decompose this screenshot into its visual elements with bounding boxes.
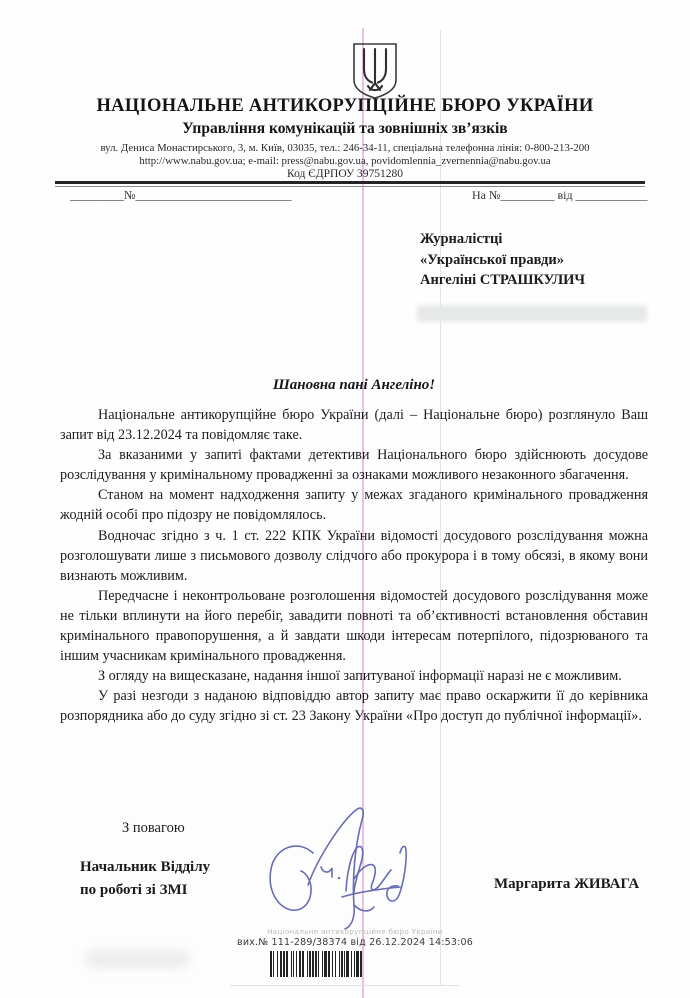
addressee-role: Журналістці bbox=[420, 231, 503, 247]
contacts-line: http://www.nabu.gov.ua; e-mail: press@nabu.gov.ua, povidomlennia_zvernennia@nabu.gov.ua bbox=[139, 155, 551, 167]
handwritten-signature bbox=[258, 793, 453, 935]
registration-stamp bbox=[235, 928, 475, 977]
barcode-icon bbox=[270, 951, 440, 977]
body-paragraph: Водночас згідно з ч. 1 ст. 222 КПК України відомості досудового розслідування можна розголошувати лише з письмового дозволу слідчого або прокурора і в тому обсязі, в якому вони визнають можливим. bbox=[60, 527, 648, 584]
stamp-underline bbox=[230, 985, 460, 986]
addressee-organization: «Української правди» bbox=[420, 251, 565, 268]
stamp-org-name: Національне антикорупційне бюро України bbox=[267, 928, 443, 936]
redacted-contact-blur bbox=[417, 305, 647, 322]
letterhead-divider-thick bbox=[55, 181, 645, 184]
body-paragraph: За вказаними у запиті фактами детективи Національного бюро здійснюють досудове розслідування у кримінальному провадженні за ознаками можливого незаконного збагачення. bbox=[60, 447, 648, 484]
signer-position-line1: Начальник Відділу bbox=[80, 859, 211, 875]
signer-name: Маргарита ЖИВАГА bbox=[494, 876, 640, 892]
salutation: Шановна пані Ангеліно! bbox=[272, 377, 436, 393]
addressee-block bbox=[420, 229, 585, 291]
stamp-number-line: вих.№ 111-289/38374 від 26.12.2024 14:53:06 bbox=[237, 937, 473, 948]
address-line: вул. Дениса Монастирського, 3, м. Київ, 03035, тел.: 246-34-11, спеціальна телефонна лінія: 0-800-213-200 bbox=[100, 142, 590, 154]
scan-smudge bbox=[85, 950, 190, 968]
closing-phrase: З повагою bbox=[122, 820, 185, 836]
addressee-name: Ангеліні СТРАШКУЛИЧ bbox=[420, 272, 586, 288]
body-paragraph: З огляду на вищесказане, надання іншої запитуваної інформації наразі не є можливим. bbox=[98, 668, 622, 685]
outgoing-number-blank: _________№__________________________ bbox=[70, 188, 292, 202]
body-paragraph: Передчасне і неконтрольоване розголошення відомостей досудового розслідування може не тільки вплинути на його перебіг, завадити повноті та об’єктивності встановлення обставин кримінального правопорушення, а й завдати шкоди інтересам потерпілого, підозрюваного та іншим учасникам кримінального провадження. bbox=[60, 587, 648, 665]
incoming-number-blank: На №_________ від ____________ bbox=[472, 188, 648, 202]
body-paragraph: У разі незгоди з наданою відповіддю автор запиту має право оскаржити її до керівника розпорядника або до суду згідно зі ст. 23 Закону України «Про доступ до публічної інформації». bbox=[60, 688, 648, 725]
letter-body bbox=[60, 405, 648, 727]
signer-position bbox=[80, 856, 210, 902]
body-paragraph: Станом на момент надходження запиту у межах згаданого кримінального провадження жодній особі про підозру не повідомлялось. bbox=[60, 487, 648, 524]
signer-position-line2: по роботі зі ЗМІ bbox=[80, 882, 188, 898]
trident-emblem-icon bbox=[349, 42, 401, 100]
letterhead-divider-thin bbox=[55, 186, 645, 187]
org-name: НАЦІОНАЛЬНЕ АНТИКОРУПЦІЙНЕ БЮРО УКРАЇНИ bbox=[96, 96, 594, 116]
edrpou-line: Код ЄДРПОУ 39751280 bbox=[286, 168, 404, 180]
department-name: Управління комунікацій та зовнішніх зв’язків bbox=[182, 120, 508, 137]
body-paragraph: Національне антикорупційне бюро України (далі – Національне бюро) розглянуло Ваш запит від 23.12.2024 та повідомляє таке. bbox=[60, 407, 648, 444]
